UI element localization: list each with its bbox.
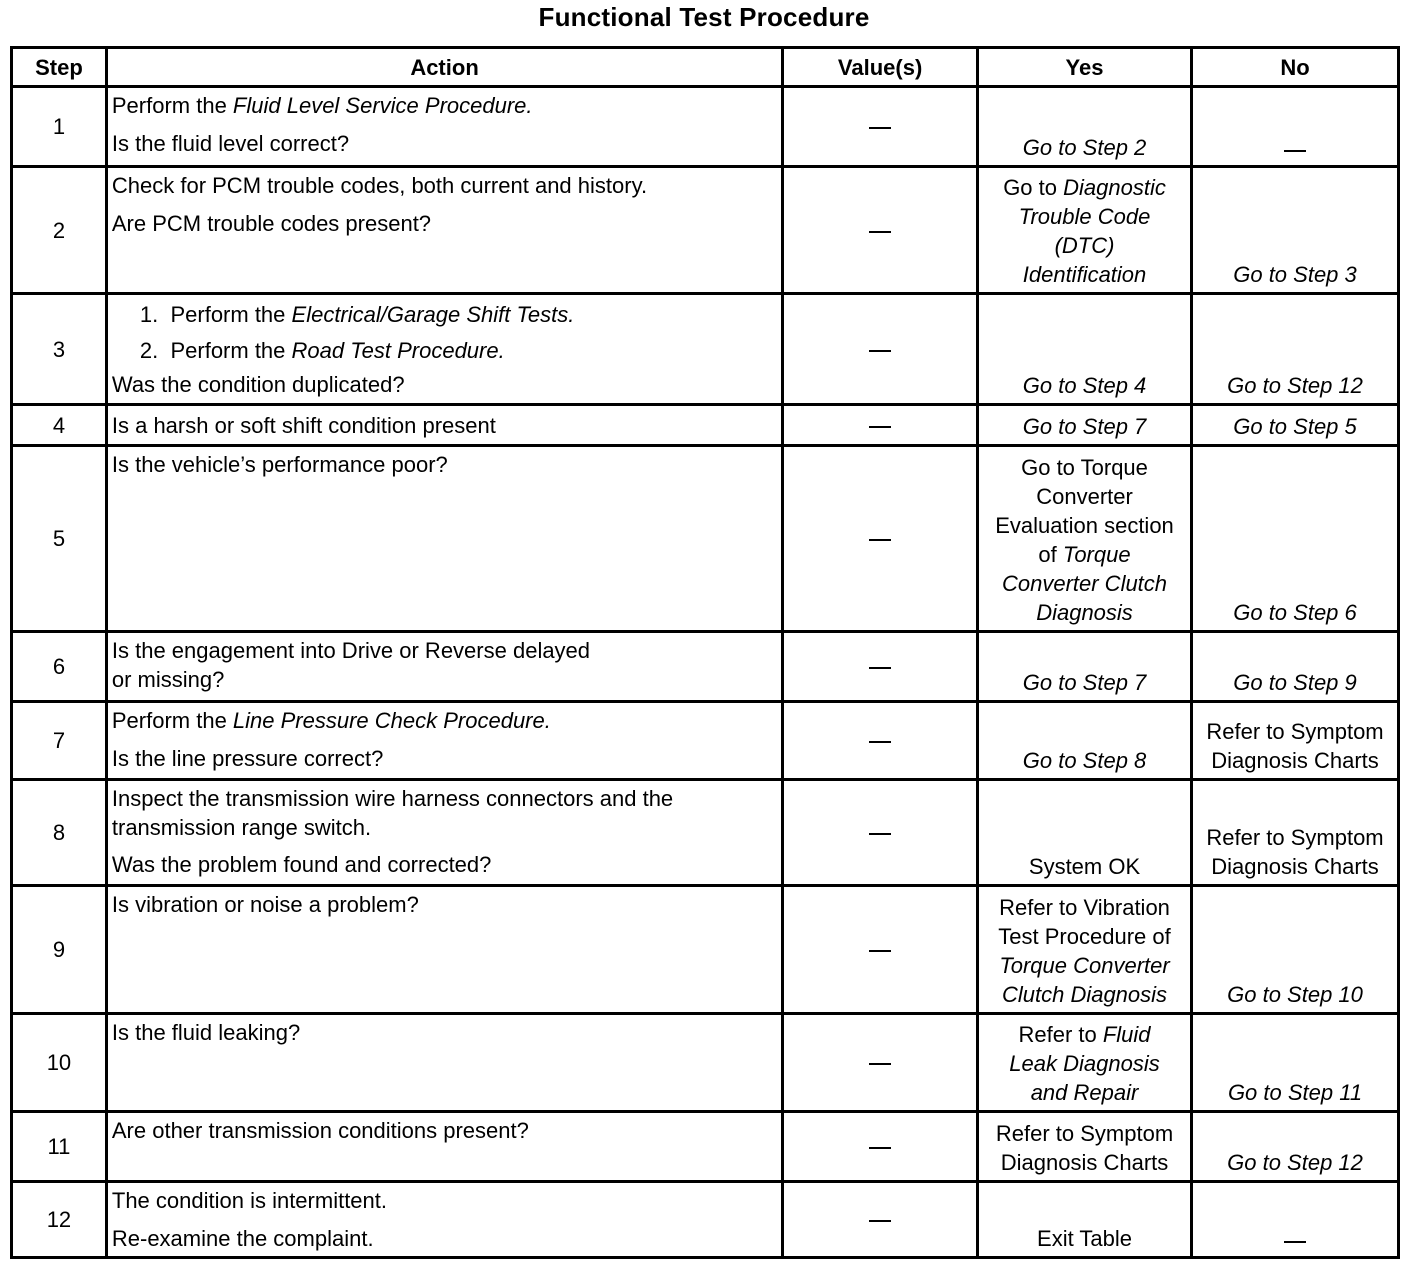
dash-mark [1284,1241,1306,1243]
value-cell [783,405,978,446]
action-list-item: 1. Perform the Electrical/Garage Shift Tests. [139,302,575,327]
header-row [12,48,1399,87]
table-row [12,1112,1399,1182]
dash-mark [869,1063,891,1065]
dash-mark [869,231,891,233]
no-cell [1192,1112,1399,1182]
action-cell [106,1112,782,1182]
yes-cell: Refer to Fluid Leak Diagnosis and Repair [978,1014,1192,1112]
table-row [12,294,1399,405]
no-cell [1192,446,1399,632]
step-number: 6 [12,632,107,702]
step-number: 12 [12,1182,107,1258]
value-cell [783,294,978,405]
dash-mark [869,127,891,129]
no-cell [1192,886,1399,1014]
yes-cell: Refer to Symptom Diagnosis Charts [978,1112,1192,1182]
value-cell [783,702,978,780]
no-cell [1192,1182,1399,1258]
value-cell [783,886,978,1014]
no-cell [1192,1014,1399,1112]
table-row [12,632,1399,702]
table-row [12,87,1399,167]
no-cell: Refer to Symptom Diagnosis Charts [1192,702,1399,780]
yes-text: Go to Step 7 [1022,414,1147,439]
action-question: Was the condition duplicated? [111,372,405,397]
header-yes: Yes [978,48,1192,87]
no-text: Go to Step 10 [1227,982,1363,1007]
header-step: Step [12,48,107,87]
dash-mark [1284,150,1306,152]
dash-mark [869,350,891,352]
yes-cell [978,702,1192,780]
action-cell [106,886,782,1014]
step-number: 2 [12,167,107,294]
action-cell [106,87,782,167]
action-cell [106,1014,782,1112]
action-question: Are PCM trouble codes present? [111,211,432,236]
yes-text: Exit Table [1037,1226,1132,1251]
action-line: Perform the Fluid Level Service Procedure. [111,93,533,118]
action-question: Is the vehicle’s performance poor? [111,452,448,477]
no-text: Go to Step 3 [1233,262,1357,287]
header-action: Action [106,48,782,87]
no-text: Go to Step 5 [1233,414,1357,439]
table-row [12,780,1399,886]
value-cell [783,87,978,167]
value-cell [783,1182,978,1258]
step-number: 3 [12,294,107,405]
yes-cell [978,294,1192,405]
yes-cell: Go to Diagnostic Trouble Code (DTC) Identification [978,167,1192,294]
step-number: 10 [12,1014,107,1112]
no-cell [1192,405,1399,446]
action-cell [106,446,782,632]
value-cell [783,632,978,702]
yes-cell [978,1182,1192,1258]
table-row [12,167,1399,294]
yes-text: System OK [1028,854,1141,879]
value-cell [783,1112,978,1182]
action-question: Are other transmission conditions present? [111,1118,529,1143]
action-question: Was the problem found and corrected? [111,852,492,877]
action-cell: Inspect the transmission wire harness connectors and the transmission range switch. Was the problem found and corrected? [106,780,782,886]
table-row [12,446,1399,632]
dash-mark [869,667,891,669]
step-number: 8 [12,780,107,886]
yes-text: Go to Step 8 [1022,748,1147,773]
yes-text: Go to Step 4 [1022,373,1147,398]
value-cell [783,780,978,886]
step-number: 5 [12,446,107,632]
header-values: Value(s) [783,48,978,87]
yes-cell [978,780,1192,886]
value-cell [783,167,978,294]
dash-mark [869,539,891,541]
value-cell [783,1014,978,1112]
action-question: Is the fluid level correct? [111,131,350,156]
dash-mark [869,950,891,952]
value-cell [783,446,978,632]
action-question: Is the line pressure correct? [111,746,384,771]
yes-text: Go to Step 2 [1022,135,1147,160]
action-cell: The condition is intermittent. Re-examine the complaint. [106,1182,782,1258]
dash-mark [869,833,891,835]
table-row [12,405,1399,446]
yes-cell [978,405,1192,446]
action-cell: Is the engagement into Drive or Reverse delayed or missing? [106,632,782,702]
action-cell: Is a harsh or soft shift condition present [106,405,782,446]
no-text: Go to Step 9 [1233,670,1357,695]
action-cell [106,294,782,405]
yes-cell [978,87,1192,167]
action-list-item: 2. Perform the Road Test Procedure. [139,338,505,363]
action-question: Is vibration or noise a problem? [111,892,419,917]
yes-cell: Refer to Vibration Test Procedure of Torque Converter Clutch Diagnosis [978,886,1192,1014]
dash-mark [869,741,891,743]
no-text: Go to Step 6 [1233,600,1357,625]
table-row [12,1182,1399,1258]
action-line: Check for PCM trouble codes, both current and history. [111,173,648,198]
step-number: 7 [12,702,107,780]
yes-cell [978,632,1192,702]
step-number: 1 [12,87,107,167]
no-text: Go to Step 12 [1227,373,1363,398]
yes-text: Go to Step 7 [1022,670,1147,695]
step-number: 9 [12,886,107,1014]
no-cell [1192,87,1399,167]
dash-mark [869,426,891,428]
no-cell [1192,167,1399,294]
step-number: 11 [12,1112,107,1182]
no-cell [1192,632,1399,702]
table-row [12,886,1399,1014]
no-text: Go to Step 12 [1227,1150,1363,1175]
no-text: Go to Step 11 [1227,1080,1363,1105]
table-row [12,1014,1399,1112]
step-number: 4 [12,405,107,446]
header-no: No [1192,48,1399,87]
action-question: Is the fluid leaking? [111,1020,301,1045]
no-cell: Refer to Symptom Diagnosis Charts [1192,780,1399,886]
no-cell [1192,294,1399,405]
dash-mark [869,1147,891,1149]
page-title: Functional Test Procedure [538,2,870,32]
action-cell [106,167,782,294]
functional-test-table [10,46,1400,1259]
table-row [12,702,1399,780]
yes-cell: Go to Torque Converter Evaluation section of Torque Converter Clutch Diagnosis [978,446,1192,632]
dash-mark [869,1220,891,1222]
action-cell [106,702,782,780]
action-line: Perform the Line Pressure Check Procedure. [111,708,551,733]
